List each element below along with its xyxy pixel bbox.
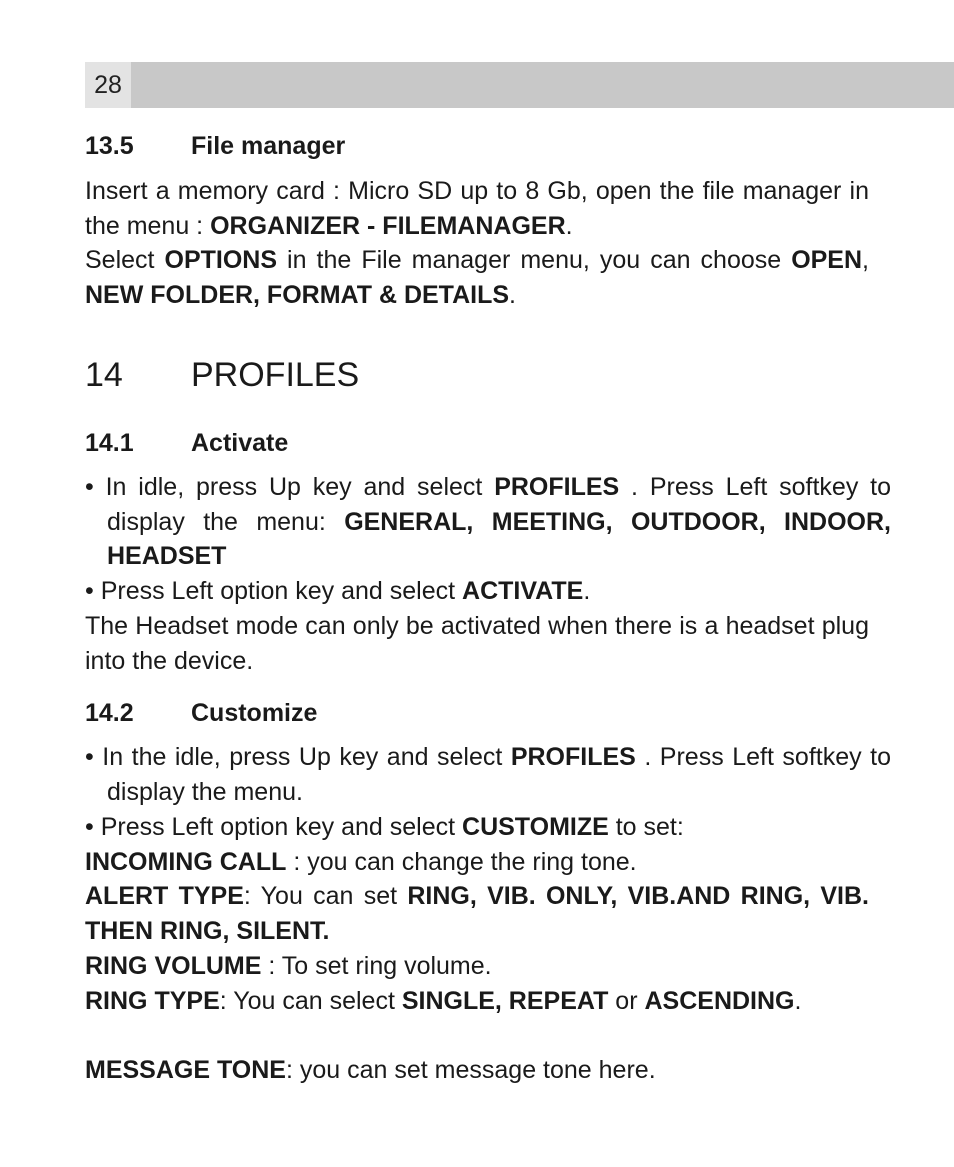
text: . Press Left softkey to display the menu: [107, 473, 892, 536]
heading-title: PROFILES [191, 356, 360, 394]
keyword: PROFILES [494, 473, 620, 501]
setting-label: RING TYPE [85, 987, 220, 1015]
heading-14 [85, 356, 359, 395]
setting-alert-type [85, 879, 869, 948]
setting-values: SINGLE, REPEAT [401, 987, 609, 1015]
menu-path: ORGANIZER - FILEMANAGER [210, 211, 566, 240]
heading-number: 14.2 [85, 699, 134, 727]
heading-13-5 [85, 132, 345, 161]
text: Insert a memory card : Micro SD up to 8 Gb, open the file manager in the menu : [85, 177, 869, 240]
setting-label: MESSAGE TONE [85, 1056, 286, 1084]
heading-number: 14.1 [85, 429, 134, 457]
setting-description: : you can change the ring tone. [286, 848, 637, 876]
setting-label: ALERT TYPE [85, 882, 244, 910]
setting-values: ASCENDING [644, 987, 795, 1015]
setting-label: INCOMING CALL [85, 848, 287, 876]
keyword: PROFILES [510, 743, 636, 771]
heading-14-2 [85, 699, 317, 728]
bullet-customize-2 [85, 810, 869, 845]
paragraph-file-manager-insert [85, 174, 869, 243]
keyword: OPEN [791, 246, 863, 274]
setting-values: RING, VIB. ONLY, VIB.AND RING, VIB. THEN RING, SILENT. [85, 882, 869, 945]
page-number: 28 [85, 62, 131, 108]
setting-ring-type [85, 984, 869, 1019]
text: • In the idle, press Up key and select [85, 743, 511, 771]
bullet-activate-1 [85, 470, 891, 574]
setting-description: : You can select [219, 987, 402, 1015]
text: • Press Left option key and select [85, 577, 463, 605]
paragraph-file-manager-options [85, 243, 869, 312]
setting-description: : You can set [243, 882, 408, 910]
heading-title: File manager [191, 132, 346, 160]
page-header-bar [85, 62, 954, 108]
bullet-customize-1 [85, 740, 891, 809]
setting-description: : you can set message tone here. [285, 1056, 656, 1084]
keyword: OPTIONS [164, 246, 278, 274]
heading-number: 13.5 [85, 132, 134, 160]
setting-incoming-call [85, 845, 869, 880]
text: in the File manager menu, you can choose [277, 246, 792, 274]
text: . [794, 987, 802, 1015]
text: . Press Left softkey to display the menu. [107, 743, 891, 806]
setting-description: : To set ring volume. [261, 952, 492, 980]
keyword: NEW FOLDER, FORMAT & DETAILS [85, 280, 510, 309]
heading-14-1 [85, 429, 288, 458]
text: , [862, 246, 869, 274]
text: . [509, 280, 516, 309]
text: • Press Left option key and select [85, 813, 463, 841]
text: Select [85, 246, 165, 274]
setting-ring-volume [85, 949, 869, 984]
text: . [583, 577, 591, 605]
paragraph-headset-note: The Headset mode can only be activated when there is a headset plug into the device. [85, 612, 869, 675]
keyword: CUSTOMIZE [462, 813, 609, 841]
text: • In idle, press Up key and select [85, 473, 495, 501]
heading-title: Activate [191, 429, 289, 457]
setting-message-tone [85, 1053, 869, 1088]
setting-label: RING VOLUME [85, 952, 262, 980]
text: to set: [608, 813, 684, 841]
bullet-activate-2 [85, 574, 869, 609]
heading-title: Customize [191, 699, 318, 727]
text: or [608, 987, 645, 1015]
heading-number: 14 [85, 356, 123, 394]
keyword: ACTIVATE [462, 577, 584, 605]
keyword: GENERAL, MEETING, OUTDOOR, INDOOR, HEADSET [107, 507, 891, 571]
text: . [565, 211, 573, 240]
